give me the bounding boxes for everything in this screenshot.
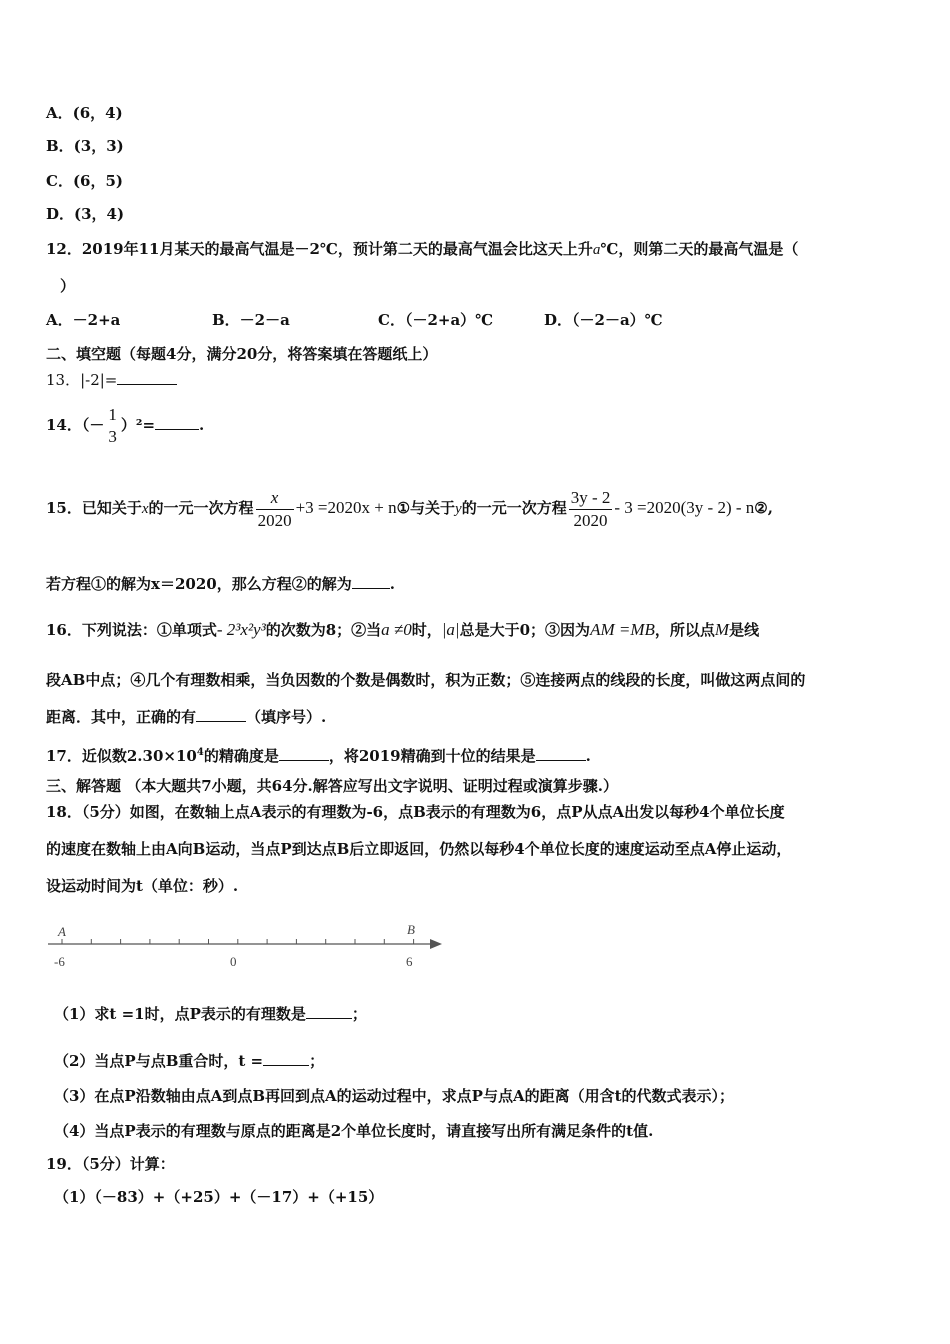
q14-num: 1 [108,405,117,424]
q15-eq1-fraction [256,487,294,532]
q16-monomial: - 2³x²y³ [216,620,266,639]
q18-part2-blank [263,1051,309,1066]
q15-blank [352,574,390,589]
q15-t1: 的一元一次方程 [148,499,254,517]
q16-line3-end: （填序号）. [246,708,327,726]
q15-line2 [46,574,395,594]
axis-tick-right: 6 [406,954,413,969]
q15-eq1-den: 2020 [257,510,292,530]
q12-option-b: B．－2－a [212,311,290,329]
q17-d: . [585,747,591,765]
q16-condition: a ≠0 [381,620,412,639]
number-line [44,918,454,974]
q14-end: . [199,416,205,434]
q12-option-a: A．－2+a [46,311,121,329]
q15-eq2-den: 2020 [573,510,608,530]
q19-title: 19．（5分）计算： [46,1155,175,1173]
q15-line1 [46,484,773,533]
q19-part1: （1）（－83）+（+25）+（－17）+（+15） [54,1188,384,1206]
q14 [46,402,204,448]
number-line-ticks [62,939,414,944]
section-3-heading: 三、解答题 （本大题共7小题，共64分.解答应写出文字说明、证明过程或演算步骤.） [46,777,618,795]
q18-part2-end: ； [309,1052,325,1070]
q15-eq2-num: 3y - 2 [569,487,613,510]
q16-line2: 段AB中点；④几个有理数相乘，当负因数的个数是偶数时，积为正数；⑤连接两点的线段的长度，叫做这两点间的 [46,671,806,689]
q17-c: ，将2019精确到十位的结果是 [328,747,536,765]
q18-line2: 的速度在数轴上由A向B运动，当点P到达点B后立即返回，仍然以每秒4个单位长度的速度运动至点A停止运动， [46,840,792,858]
q16-am-mb: AM =MB [590,620,655,639]
q15-t2: ①与关于 [396,499,456,517]
q17-b: 的精确度是 [203,747,279,765]
q18-part2 [54,1051,324,1071]
q15-eq2-rest: - 3 =2020(3y - 2) - n [614,498,755,517]
q18-part1-text: （1）求t =1时，点P表示的有理数是 [54,1005,306,1023]
q11-option-d: D．(3，4) [46,205,125,223]
q12-var-a: a [592,242,601,258]
q15-eq2-fraction [569,487,613,532]
q12-option-d: D．（－2－a）℃ [544,311,663,329]
q18-part2-text: （2）当点P与点B重合时，t = [54,1052,264,1070]
q16-line3-text: 距离．其中，正确的有 [46,708,197,726]
q13-text: 13．|-2|= [46,371,118,389]
q14-blank [155,415,199,430]
q15-t4: ②, [754,499,773,517]
q15-line2-text: 若方程①的解为x＝2020，那么方程②的解为 [46,575,352,593]
number-line-arrow [430,939,442,949]
q16-d: 总是大于0；③因为 [459,621,591,639]
q18-line1: 18．（5分）如图，在数轴上点A表示的有理数为-6，点B表示的有理数为6，点P从点A出发以每秒4个单位长度 [46,803,785,821]
q18-part1-blank [306,1004,352,1019]
q16-a: 16．下列说法：①单项式 [46,621,217,639]
q12-option-c: C．（－2+a）℃ [378,311,494,329]
q15-y: y [455,501,462,517]
q18-part4: （4）当点P表示的有理数与原点的距离是2个单位长度时，请直接写出所有满足条件的t值. [54,1122,654,1140]
q18-part3: （3）在点P沿数轴由点A到点B再回到点A的运动过程中，求点P与点A的距离（用含t的代数式表示）； [54,1087,735,1105]
q17 [46,743,591,766]
q15-label: 15．已知关于 [46,499,142,517]
q11-option-a: A．(6，4) [46,104,123,122]
q15-eq1-num: x [256,487,294,510]
axis-tick-left: -6 [54,954,65,969]
q12-stem-b: ℃，则第二天的最高气温是（ [600,240,799,258]
q16-c: 时， [411,621,442,639]
q18-line3: 设运动时间为t（单位：秒）. [46,877,239,895]
q12-stem-a: 12．2019年11月某天的最高气温是－2℃，预计第二天的最高气温会比这天上升 [46,240,593,258]
q16-line1 [46,618,759,642]
q11-option-b: B．(3，3) [46,137,124,155]
q16-e: ，所以点 [654,621,715,639]
q14-den: 3 [108,427,117,446]
q16-m: M [714,620,730,639]
q13-blank [117,370,177,385]
q14-fraction [106,404,119,448]
q13 [46,370,177,390]
q18-part1-end: ； [351,1005,367,1023]
q16-b: 的次数为8；②当 [265,621,382,639]
q12-options [46,310,710,330]
q18-part1 [54,1004,367,1024]
q17-blank-2 [536,746,586,761]
q15-line2-end: . [389,575,395,593]
q11-option-c: C．(6，5) [46,172,124,190]
q15-t3: 的一元一次方程 [461,499,567,517]
q15-x: x [141,501,149,517]
q14-rest: ）²= [120,416,156,434]
section-2-heading: 二、填空题（每题4分，满分20分，将答案填在答题纸上） [46,345,438,363]
q17-blank-1 [279,746,329,761]
q16-blank [196,707,246,722]
q12-stem [46,239,798,260]
q16-abs: |a| [441,620,460,639]
q15-eq1-rest: +3 =2020x + n [295,498,397,517]
q16-f: 是线 [729,621,760,639]
q12-close-paren: ） [60,277,76,295]
q17-exponent: 4 [196,747,204,758]
q14-label: 14．（－ [46,416,105,434]
axis-label-b: B [407,922,415,937]
q17-a: 17．近似数2.30×10 [46,747,197,765]
axis-tick-mid: 0 [230,954,237,969]
q16-line3 [46,707,326,727]
axis-label-a: A [58,924,66,939]
